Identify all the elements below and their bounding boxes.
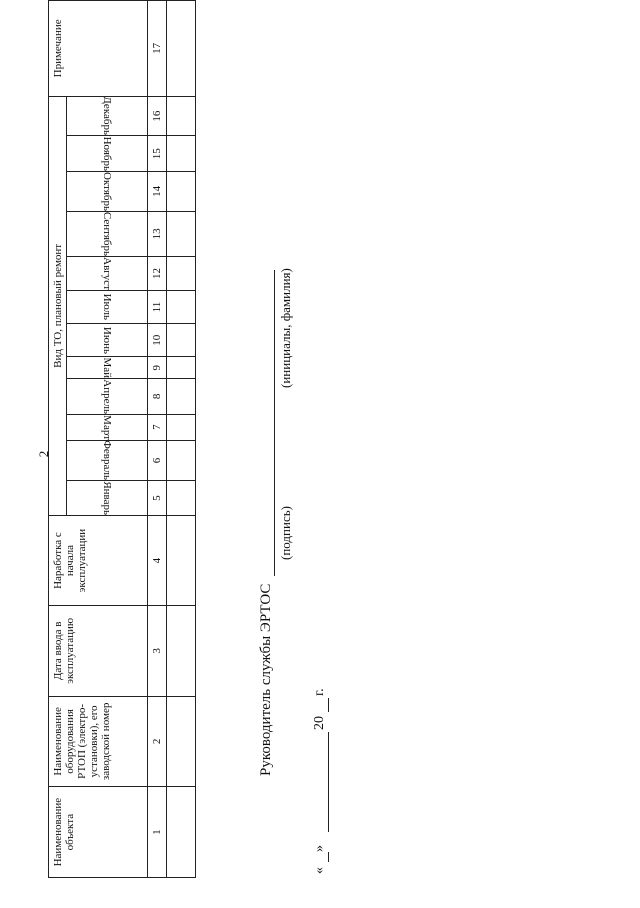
header-month: Август (67, 256, 148, 290)
header-row-group (49, 1, 67, 878)
page-number: 2 (36, 450, 51, 458)
header-month: Март (67, 414, 148, 440)
column-number: 5 (148, 481, 167, 516)
header-operating-time: Наработка с начала эксплуатации (49, 515, 148, 605)
column-number: 9 (148, 357, 167, 379)
signature-underline (274, 270, 275, 576)
header-month: Май (67, 357, 148, 379)
header-note: Примечание (49, 1, 148, 97)
column-number: 2 (148, 696, 167, 787)
table-cell (167, 171, 196, 211)
table-cell (167, 379, 196, 415)
column-number: 7 (148, 414, 167, 440)
column-number: 3 (148, 606, 167, 696)
role-label: Руководитель службы ЭРТОС (258, 583, 274, 776)
table-cell (167, 440, 196, 481)
column-number: 10 (148, 324, 167, 357)
table-cell (167, 96, 196, 136)
header-month: Январь (67, 481, 148, 516)
header-month: Июнь (67, 324, 148, 357)
column-number: 6 (148, 440, 167, 481)
table-cell (167, 606, 196, 696)
day-underline (328, 852, 329, 862)
table-cell (167, 1, 196, 97)
column-number: 14 (148, 171, 167, 211)
column-number: 15 (148, 136, 167, 171)
table-cell (167, 787, 196, 878)
table-cell (167, 136, 196, 171)
name-caption: (инициалы, фамилия) (278, 268, 293, 388)
table-cell (167, 211, 196, 256)
table-cell (167, 256, 196, 290)
table-cell (167, 290, 196, 323)
column-number: 16 (148, 96, 167, 136)
table-cell (167, 414, 196, 440)
year-underline (328, 698, 329, 712)
column-number: 1 (148, 787, 167, 878)
column-number-row (148, 1, 167, 878)
header-commission-date: Дата ввода в эксплуатацию (49, 606, 148, 696)
date-close-quote: » (312, 845, 327, 852)
table-cell (167, 515, 196, 605)
header-month: Декабрь (67, 96, 148, 136)
maintenance-schedule-table (48, 0, 196, 878)
table-cell (167, 324, 196, 357)
column-number: 13 (148, 211, 167, 256)
header-month: Сентябрь (67, 211, 148, 256)
header-month: Октябрь (67, 171, 148, 211)
header-month: Апрель (67, 379, 148, 415)
header-month: Июль (67, 290, 148, 323)
date-open-quote: « (312, 867, 327, 874)
table-row (167, 1, 196, 878)
column-number: 11 (148, 290, 167, 323)
table-cell (167, 357, 196, 379)
year-suffix: г. (312, 688, 327, 696)
year-prefix: 20 (312, 716, 327, 730)
column-number: 4 (148, 515, 167, 605)
header-object-name: Наименование объекта (49, 787, 148, 878)
table-cell (167, 481, 196, 516)
table-cell (167, 696, 196, 787)
header-equipment-name: Наименование оборудования РТОП (электро-установки), его заводской номер (49, 696, 148, 787)
month-underline (328, 732, 329, 832)
column-number: 12 (148, 256, 167, 290)
signature-caption: (подпись) (278, 506, 293, 560)
header-month: Ноябрь (67, 136, 148, 171)
header-month: Февраль (67, 440, 148, 481)
column-number: 17 (148, 1, 167, 97)
header-maintenance-group: Вид ТО, плановый ремонт (49, 96, 67, 515)
column-number: 8 (148, 379, 167, 415)
